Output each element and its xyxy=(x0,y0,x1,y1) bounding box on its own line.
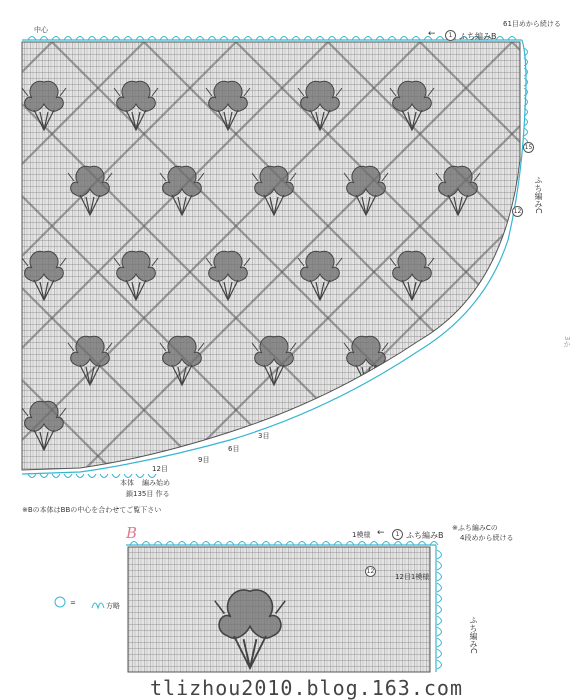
scallop xyxy=(40,474,48,478)
continue-label: 61目めから続ける xyxy=(503,20,561,28)
scallop xyxy=(437,550,442,559)
edging-c-label-b: ふち編みC xyxy=(469,616,478,654)
scallop xyxy=(52,474,60,478)
scallop xyxy=(437,616,442,625)
scallop xyxy=(437,594,442,603)
lattice-line xyxy=(512,42,581,472)
arrow-left-icon: ← xyxy=(428,29,436,39)
scallop xyxy=(64,474,72,478)
repeat-label: 1模様 xyxy=(352,531,371,539)
scallop xyxy=(112,474,120,478)
body-note-line2: 編み始め xyxy=(142,479,170,487)
arrow-left-icon-b: ← xyxy=(377,528,385,538)
edging-c-note-line1: ※ふち編みCの xyxy=(452,524,498,532)
edging-b-number: 1 xyxy=(445,30,456,41)
edging-b-label-b: ふち編みB xyxy=(406,531,444,540)
scallop xyxy=(437,605,442,614)
main-grid-a xyxy=(0,42,581,472)
row-marker-12: 12目 xyxy=(152,465,168,473)
body-note-line3: 鎖135目 作る xyxy=(126,490,170,498)
grid-a-shape xyxy=(22,42,520,470)
scallop xyxy=(437,572,442,581)
scallop xyxy=(437,638,442,647)
row-marker-3: 3目 xyxy=(258,432,270,440)
inner-marker: 12目1模様 xyxy=(395,573,430,581)
edging-c-label: ふち編みC xyxy=(534,176,543,214)
scallop xyxy=(124,474,132,478)
lattice-line xyxy=(542,42,581,472)
scallop xyxy=(437,561,442,570)
row-marker-6: 6目 xyxy=(228,445,240,453)
scallop xyxy=(437,660,442,669)
scallop xyxy=(100,474,108,478)
scallop xyxy=(76,474,84,478)
scallop xyxy=(437,583,442,592)
scallop xyxy=(88,474,96,478)
scallop xyxy=(136,474,144,478)
edging-b-number-b: 1 xyxy=(392,529,403,540)
row-marker-9: 9目 xyxy=(198,456,210,464)
body-note-line1: 本体 xyxy=(120,479,134,487)
edging-c-note-line2: 4段めから続ける xyxy=(460,534,514,542)
main-grid-b xyxy=(126,542,442,673)
right-marker-12: 12 xyxy=(513,208,522,215)
scallop xyxy=(437,627,442,636)
center-label: 中心 xyxy=(34,26,48,34)
legend-symbol xyxy=(55,597,104,608)
right-marker-15: 15 xyxy=(524,144,533,151)
footnote: ※Bの本体はBBの中心を合わせてご覧下さい xyxy=(22,506,162,514)
small-marker-b: 12 xyxy=(366,568,375,575)
section-b-letter: B xyxy=(126,524,138,542)
edging-b-label: ふち編みB xyxy=(459,32,497,41)
legend-dash: = xyxy=(70,599,76,607)
watermark: tlizhou2010.blog.163.com xyxy=(150,676,463,700)
scallop xyxy=(28,474,36,478)
legend-text: 方略 xyxy=(106,602,120,610)
scallop xyxy=(148,474,156,478)
scallop xyxy=(437,649,442,658)
lattice-line xyxy=(0,42,22,472)
side-mark: 3か xyxy=(563,336,571,348)
